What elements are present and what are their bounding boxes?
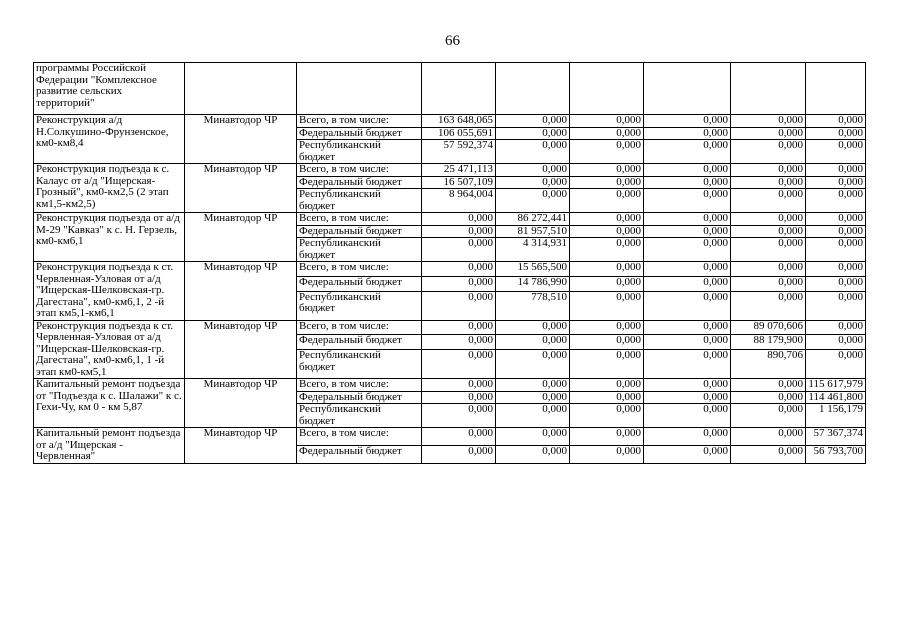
amount-cell: 0,000	[422, 238, 496, 262]
funding-source-label: Республиканский бюджет	[297, 350, 422, 379]
amount-cell: 0,000	[806, 213, 866, 226]
amount-cell: 0,000	[570, 127, 644, 140]
amount-cell: 86 272,441	[496, 213, 570, 226]
amount-cell: 88 179,900	[731, 335, 806, 350]
amount-cell: 0,000	[806, 140, 866, 164]
amount-cell: 0,000	[731, 189, 806, 213]
amount-cell: 0,000	[422, 213, 496, 226]
amount-cell: 0,000	[422, 445, 496, 463]
amount-cell: 0,000	[731, 404, 806, 428]
funding-source-label: Федеральный бюджет	[297, 335, 422, 350]
funding-source-label: Республиканский бюджет	[297, 238, 422, 262]
project-name: Реконструкция подъезда от а/д М-29 "Кавказ" к с. Н. Герзель, км0-км6,1	[34, 213, 185, 262]
responsible-executor: Минавтодор ЧР	[185, 213, 297, 262]
amount-cell: 0,000	[422, 391, 496, 404]
amount-cell: 106 055,691	[422, 127, 496, 140]
amount-cell: 0,000	[644, 291, 731, 320]
amount-cell: 16 507,109	[422, 176, 496, 189]
amount-cell: 0,000	[731, 379, 806, 392]
funding-source-label: Всего, в том числе:	[297, 115, 422, 128]
amount-cell: 4 314,931	[496, 238, 570, 262]
table-row	[34, 428, 866, 446]
amount-cell: 1 156,179	[806, 404, 866, 428]
amount-cell: 57 367,374	[806, 428, 866, 446]
amount-cell: 0,000	[496, 164, 570, 177]
table-row	[34, 379, 866, 392]
funding-source-label: Федеральный бюджет	[297, 176, 422, 189]
amount-cell: 0,000	[731, 115, 806, 128]
funding-source-label: Республиканский бюджет	[297, 291, 422, 320]
responsible-executor: Минавтодор ЧР	[185, 115, 297, 164]
amount-cell: 0,000	[496, 379, 570, 392]
amount-cell: 0,000	[644, 213, 731, 226]
responsible-executor: Минавтодор ЧР	[185, 164, 297, 213]
amount-cell: 0,000	[806, 320, 866, 335]
funding-source-label: Всего, в том числе:	[297, 428, 422, 446]
amount-cell: 0,000	[731, 164, 806, 177]
amount-cell: 0,000	[644, 189, 731, 213]
funding-source-label: Республиканский бюджет	[297, 140, 422, 164]
amount-cell: 114 461,800	[806, 391, 866, 404]
project-name: Капитальный ремонт подъезда от "Подъезда к с. Шалажи" к с. Гехи-Чу, км 0 - км 5,87	[34, 379, 185, 428]
amount-cell: 0,000	[570, 404, 644, 428]
amount-cell: 0,000	[570, 225, 644, 238]
amount-cell: 0,000	[806, 262, 866, 277]
amount-cell: 0,000	[570, 115, 644, 128]
amount-cell: 0,000	[496, 127, 570, 140]
table-row	[34, 164, 866, 177]
project-name: Реконструкция подъезда к с. Калаус от а/д "Ищерская-Грозный", км0-км2,5 (2 этап км1,5-км2,5)	[34, 164, 185, 213]
table-row	[34, 115, 866, 128]
project-name: Капитальный ремонт подъезда от а/д "Ищерская - Червленная"	[34, 428, 185, 464]
amount-cell: 0,000	[644, 115, 731, 128]
amount-cell: 0,000	[806, 164, 866, 177]
table-row	[34, 213, 866, 226]
amount-cell: 0,000	[806, 176, 866, 189]
continuation-text: программы Российской Федерации "Комплексное развитие сельских территорий"	[34, 63, 185, 115]
amount-cell: 0,000	[422, 404, 496, 428]
funding-source-label: Всего, в том числе:	[297, 213, 422, 226]
amount-cell: 0,000	[644, 350, 731, 379]
amount-cell: 14 786,990	[496, 276, 570, 291]
amount-cell: 0,000	[570, 391, 644, 404]
amount-cell: 0,000	[422, 379, 496, 392]
amount-cell: 0,000	[806, 238, 866, 262]
amount-cell: 0,000	[731, 291, 806, 320]
amount-cell: 0,000	[422, 291, 496, 320]
amount-cell: 0,000	[731, 127, 806, 140]
amount-cell: 0,000	[422, 276, 496, 291]
amount-cell: 0,000	[644, 225, 731, 238]
amount-cell: 0,000	[644, 320, 731, 335]
amount-cell: 0,000	[570, 189, 644, 213]
amount-cell: 0,000	[422, 335, 496, 350]
amount-cell: 0,000	[644, 238, 731, 262]
project-name: Реконструкция а/д Н.Солкушино-Фрунзенское, км0-км8,4	[34, 115, 185, 164]
amount-cell: 0,000	[496, 320, 570, 335]
responsible-executor: Минавтодор ЧР	[185, 428, 297, 464]
amount-cell: 0,000	[496, 140, 570, 164]
amount-cell: 0,000	[731, 225, 806, 238]
amount-cell: 0,000	[644, 335, 731, 350]
amount-cell: 0,000	[570, 276, 644, 291]
amount-cell: 0,000	[806, 127, 866, 140]
amount-cell: 0,000	[644, 164, 731, 177]
funding-source-label: Всего, в том числе:	[297, 262, 422, 277]
amount-cell: 0,000	[422, 320, 496, 335]
funding-source-label: Федеральный бюджет	[297, 445, 422, 463]
amount-cell: 0,000	[731, 238, 806, 262]
amount-cell: 0,000	[496, 176, 570, 189]
responsible-executor: Минавтодор ЧР	[185, 262, 297, 321]
amount-cell: 0,000	[496, 391, 570, 404]
amount-cell: 0,000	[496, 350, 570, 379]
amount-cell: 0,000	[731, 213, 806, 226]
amount-cell: 0,000	[644, 379, 731, 392]
amount-cell: 0,000	[806, 189, 866, 213]
amount-cell: 89 070,606	[731, 320, 806, 335]
amount-cell: 0,000	[496, 189, 570, 213]
amount-cell: 778,510	[496, 291, 570, 320]
amount-cell: 15 565,500	[496, 262, 570, 277]
amount-cell: 890,706	[731, 350, 806, 379]
page-number: 66	[445, 33, 460, 49]
funding-source-label: Всего, в том числе:	[297, 379, 422, 392]
amount-cell: 0,000	[570, 379, 644, 392]
funding-source-label: Федеральный бюджет	[297, 276, 422, 291]
amount-cell: 0,000	[806, 225, 866, 238]
amount-cell: 0,000	[422, 262, 496, 277]
amount-cell: 0,000	[496, 428, 570, 446]
amount-cell: 0,000	[570, 176, 644, 189]
continuation-row	[34, 63, 866, 115]
funding-source-label: Всего, в том числе:	[297, 164, 422, 177]
amount-cell: 0,000	[644, 276, 731, 291]
amount-cell: 0,000	[806, 115, 866, 128]
project-name: Реконструкция подъезда к ст. Червленная-Узловая от а/д "Ищерская-Шелковская-гр. Дагестана", км0-км6,1, 1 -й этап км0-км5,1	[34, 320, 185, 379]
amount-cell: 0,000	[570, 238, 644, 262]
amount-cell: 0,000	[570, 213, 644, 226]
amount-cell: 0,000	[806, 291, 866, 320]
amount-cell: 115 617,979	[806, 379, 866, 392]
amount-cell: 0,000	[644, 127, 731, 140]
funding-source-label: Всего, в том числе:	[297, 320, 422, 335]
amount-cell: 0,000	[644, 140, 731, 164]
table-row	[34, 320, 866, 335]
amount-cell: 0,000	[496, 115, 570, 128]
amount-cell: 0,000	[731, 140, 806, 164]
amount-cell: 25 471,113	[422, 164, 496, 177]
amount-cell: 0,000	[806, 350, 866, 379]
amount-cell: 0,000	[422, 225, 496, 238]
amount-cell: 0,000	[731, 428, 806, 446]
amount-cell: 0,000	[422, 350, 496, 379]
amount-cell: 0,000	[806, 276, 866, 291]
amount-cell: 0,000	[731, 262, 806, 277]
amount-cell: 0,000	[644, 176, 731, 189]
amount-cell: 0,000	[496, 445, 570, 463]
amount-cell: 0,000	[570, 262, 644, 277]
amount-cell: 0,000	[570, 445, 644, 463]
project-name: Реконструкция подъезда к ст. Червленная-Узловая от а/д "Ищерская-Шелковская-гр. Дагестана", км0-км6,1, 2 -й этап км5,1-км6,1	[34, 262, 185, 321]
amount-cell: 0,000	[731, 176, 806, 189]
funding-source-label: Федеральный бюджет	[297, 391, 422, 404]
amount-cell: 0,000	[570, 164, 644, 177]
amount-cell: 0,000	[570, 335, 644, 350]
amount-cell: 0,000	[570, 140, 644, 164]
amount-cell: 0,000	[644, 428, 731, 446]
table-row	[34, 262, 866, 277]
amount-cell: 0,000	[731, 391, 806, 404]
amount-cell: 0,000	[570, 291, 644, 320]
amount-cell: 57 592,374	[422, 140, 496, 164]
amount-cell: 0,000	[422, 428, 496, 446]
amount-cell: 0,000	[731, 445, 806, 463]
amount-cell: 0,000	[806, 335, 866, 350]
amount-cell: 0,000	[496, 404, 570, 428]
funding-source-label: Федеральный бюджет	[297, 225, 422, 238]
responsible-executor: Минавтодор ЧР	[185, 379, 297, 428]
amount-cell: 0,000	[570, 350, 644, 379]
amount-cell: 8 964,004	[422, 189, 496, 213]
amount-cell: 163 648,065	[422, 115, 496, 128]
amount-cell: 0,000	[570, 428, 644, 446]
amount-cell: 0,000	[731, 276, 806, 291]
amount-cell: 0,000	[644, 391, 731, 404]
amount-cell: 56 793,700	[806, 445, 866, 463]
funding-source-label: Республиканский бюджет	[297, 404, 422, 428]
amount-cell: 0,000	[570, 320, 644, 335]
responsible-executor: Минавтодор ЧР	[185, 320, 297, 379]
amount-cell: 0,000	[644, 404, 731, 428]
amount-cell: 0,000	[644, 262, 731, 277]
budget-table	[33, 62, 866, 464]
amount-cell: 81 957,510	[496, 225, 570, 238]
funding-source-label: Республиканский бюджет	[297, 189, 422, 213]
amount-cell: 0,000	[644, 445, 731, 463]
amount-cell: 0,000	[496, 335, 570, 350]
funding-source-label: Федеральный бюджет	[297, 127, 422, 140]
